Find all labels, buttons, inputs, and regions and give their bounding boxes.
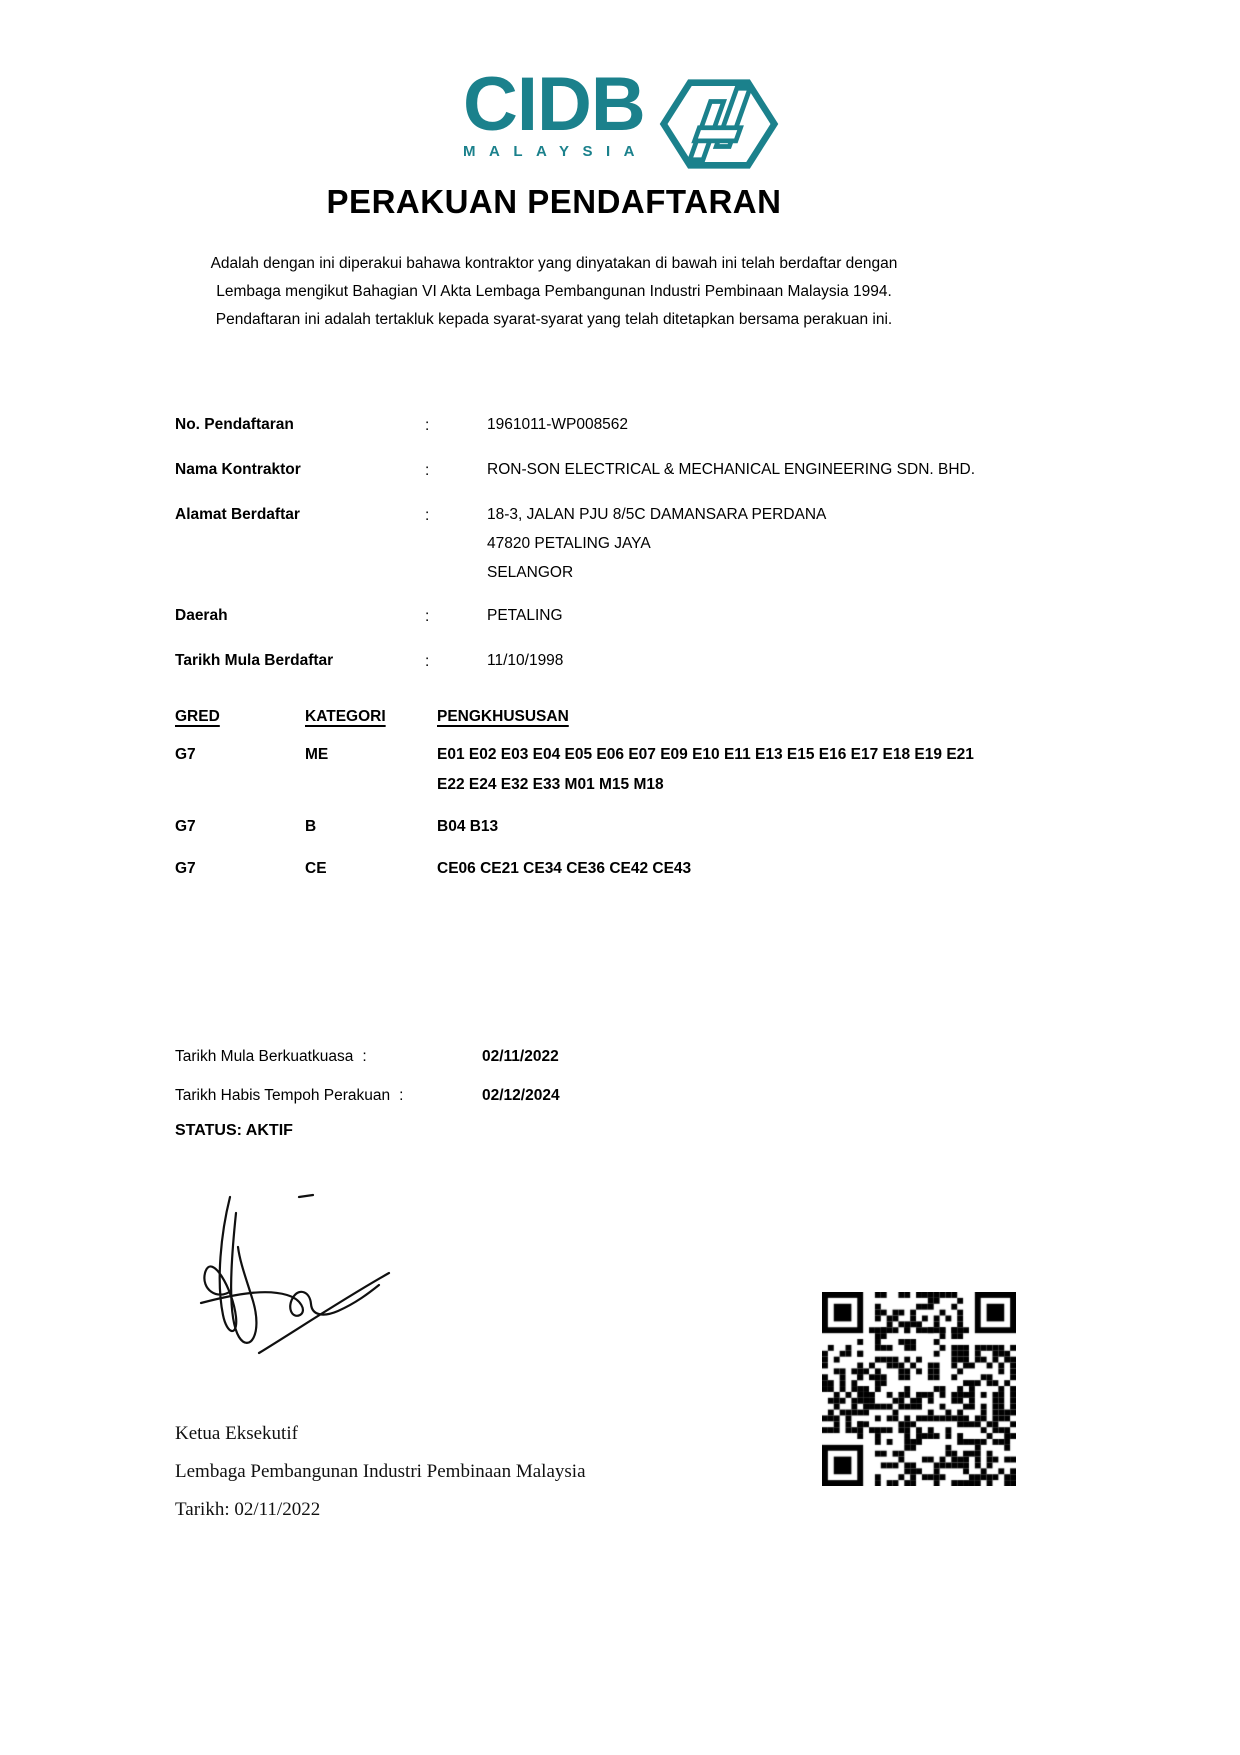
detail-row-registration-number (175, 410, 1075, 441)
header-pengkhususan: PENGKHUSUSAN (437, 708, 569, 725)
cidb-wordmark: CIDB (463, 62, 645, 147)
intro-line-2: Lembaga mengikut Bahagian VI Akta Lembaga Pembangunan Industri Pembinaan Malaysia 1994. (216, 283, 892, 300)
certificate-title: PERAKUAN PENDAFTARAN (326, 183, 782, 220)
cell-gred: G7 (175, 746, 196, 763)
validity-colon: : (399, 1087, 404, 1104)
address-line-2: 47820 PETALING JAYA (487, 535, 651, 552)
detail-colon: : (425, 462, 430, 479)
cell-pengkhususan: CE06 CE21 CE34 CE36 CE42 CE43 (437, 860, 692, 877)
registration-details (175, 410, 1075, 691)
header-kategori: KATEGORI (305, 708, 386, 725)
status-line: STATUS: AKTIF (175, 1122, 293, 1139)
cell-pengkhususan: B04 B13 (437, 818, 499, 835)
intro-line-3: Pendaftaran ini adalah tertakluk kepada syarat-syarat yang telah ditetapkan bersama perakuan ini. (215, 311, 893, 328)
table-row-me (175, 740, 1075, 800)
detail-row-district (175, 601, 1075, 632)
detail-colon: : (425, 608, 430, 625)
cidb-logo (463, 62, 780, 172)
detail-label: No. Pendaftaran (175, 416, 294, 433)
cell-kategori: CE (305, 860, 327, 877)
cidb-logo-text (463, 62, 648, 161)
detail-label: Nama Kontraktor (175, 461, 301, 478)
table-row-ce (175, 854, 1075, 884)
detail-value: RON-SON ELECTRICAL & MECHANICAL ENGINEERING SDN. BHD. (487, 461, 976, 478)
classification-table-body (175, 740, 1075, 884)
validity-colon: : (362, 1048, 367, 1065)
validity-section (175, 1046, 875, 1124)
address-line-3: SELANGOR (487, 564, 574, 581)
detail-row-first-registered-date (175, 646, 1075, 677)
cell-gred: G7 (175, 860, 196, 877)
organization-name: Lembaga Pembangunan Industri Pembinaan Malaysia (175, 1461, 586, 1482)
validity-row-start-date (175, 1046, 875, 1068)
cell-pengkhususan: E01 E02 E03 E04 E05 E06 E07 E09 E10 E11 E13 E15 E16 E17 E18 E19 E21 E22 E24 E32 E33 M01 M15 M18 (437, 746, 974, 793)
detail-value-address (487, 500, 1075, 587)
footer (175, 1424, 586, 1538)
validity-value: 02/11/2022 (482, 1048, 559, 1065)
detail-label: Alamat Berdaftar (175, 506, 300, 523)
detail-value: PETALING (487, 607, 563, 624)
cidb-hexagon-icon (658, 76, 780, 172)
detail-value: 11/10/1998 (487, 652, 564, 669)
validity-row-expiry-date (175, 1085, 875, 1107)
validity-value: 02/12/2024 (482, 1087, 560, 1104)
validity-label: Tarikh Mula Berkuatkuasa (175, 1048, 354, 1065)
detail-colon: : (425, 653, 430, 670)
detail-row-registered-address (175, 500, 1075, 587)
detail-colon: : (425, 507, 430, 524)
cell-kategori: B (305, 818, 317, 835)
cell-kategori: ME (305, 746, 329, 763)
address-line-1: 18-3, JALAN PJU 8/5C DAMANSARA PERDANA (487, 506, 827, 523)
validity-label: Tarikh Habis Tempoh Perakuan (175, 1087, 391, 1104)
detail-label: Tarikh Mula Berdaftar (175, 652, 334, 669)
table-row-b (175, 812, 1075, 842)
signatory-title: Ketua Eksekutif (175, 1423, 298, 1444)
header-gred: GRED (175, 708, 220, 725)
qr-code (822, 1292, 1016, 1486)
intro-line-1: Adalah dengan ini diperakui bahawa kontraktor yang dinyatakan di bawah ini telah berdaftar dengan (210, 255, 898, 272)
cell-gred: G7 (175, 818, 196, 835)
issue-date-line: Tarikh: 02/11/2022 (175, 1499, 321, 1520)
detail-value: 1961011-WP008562 (487, 416, 629, 433)
detail-row-contractor-name (175, 455, 1075, 486)
detail-colon: : (425, 417, 430, 434)
classification-table-header (175, 706, 1075, 728)
classification-table (175, 706, 1075, 884)
cidb-malaysia-label: MALAYSIA (463, 143, 648, 161)
detail-label: Daerah (175, 607, 228, 624)
intro-paragraph (84, 250, 1024, 334)
signature-image (183, 1185, 413, 1380)
